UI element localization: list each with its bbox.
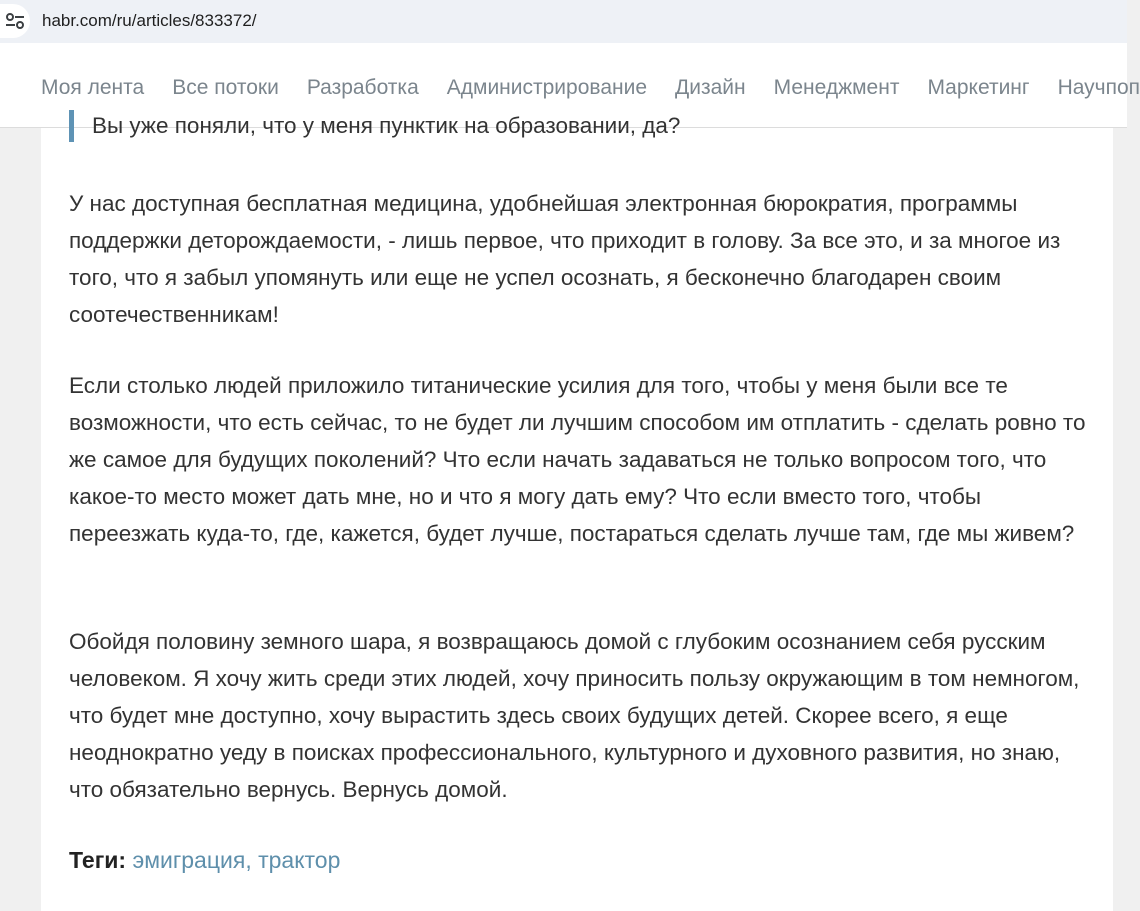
nav-item-design[interactable]: Дизайн	[675, 76, 746, 99]
article-paragraph: У нас доступная бесплатная медицина, удобнейшая электронная бюрократия, программы поддержки деторождаемости, - лишь первое, что приходит в голову. За все это, и за многое из того, что я забыл упомянуть или еще не успел осознать, я бесконечно благодарен своим соотечественникам!	[69, 191, 1061, 327]
tag-separator: ,	[245, 847, 252, 873]
browser-address-bar	[0, 0, 1127, 43]
nav-item-marketing[interactable]: Маркетинг	[927, 76, 1030, 99]
article-paragraph: Если столько людей приложило титанические усилия для того, чтобы у меня были все те возможности, что есть сейчас, то не будет ли лучшим способом им отплатить - сделать ровно то же самое для будущих поколений? Что если начать задаваться не только вопросом того, что какое-то место может дать мне, но и что я могу дать ему? Что если вместо того, чтобы переезжать куда-то, где, кажется, будет лучше, постараться сделать лучше там, где мы живем?	[69, 373, 1086, 546]
nav-item-my-feed[interactable]: Моя лента	[41, 76, 145, 99]
nav-item-development[interactable]: Разработка	[306, 76, 419, 99]
nav-item-management[interactable]: Менеджмент	[773, 76, 900, 99]
nav-item-all-streams[interactable]: Все потоки	[172, 76, 279, 99]
site-info-button[interactable]	[0, 4, 30, 38]
tune-icon	[5, 13, 25, 29]
tag-link[interactable]: трактор	[258, 847, 341, 873]
article-tags	[69, 845, 340, 875]
top-navigation-list	[41, 76, 1140, 100]
article-quote: Вы уже поняли, что у меня пунктик на образовании, да?	[69, 110, 680, 142]
url-field[interactable]: habr.com/ru/articles/833372/	[42, 11, 257, 30]
article-body	[41, 113, 1113, 911]
article-paragraph: Обойдя половину земного шара, я возвращаюсь домой с глубоким осознанием себя русским человеком. Я хочу жить среди этих людей, хочу приносить пользу окружающим в том немногом, что будет мне доступно, хочу вырастить здесь своих будущих детей. Скорее всего, я еще неоднократно уеду в поисках профессионального, культурного и духовного развития, но знаю, что обязательно вернусь. Вернусь домой.	[69, 629, 1080, 802]
nav-item-popsci[interactable]: Научпоп	[1057, 76, 1140, 99]
nav-item-administration[interactable]: Администрирование	[446, 76, 647, 99]
tag-link[interactable]: эмиграция	[132, 847, 246, 873]
tags-label: Теги:	[69, 847, 127, 873]
toolbar-separator	[0, 43, 1127, 51]
